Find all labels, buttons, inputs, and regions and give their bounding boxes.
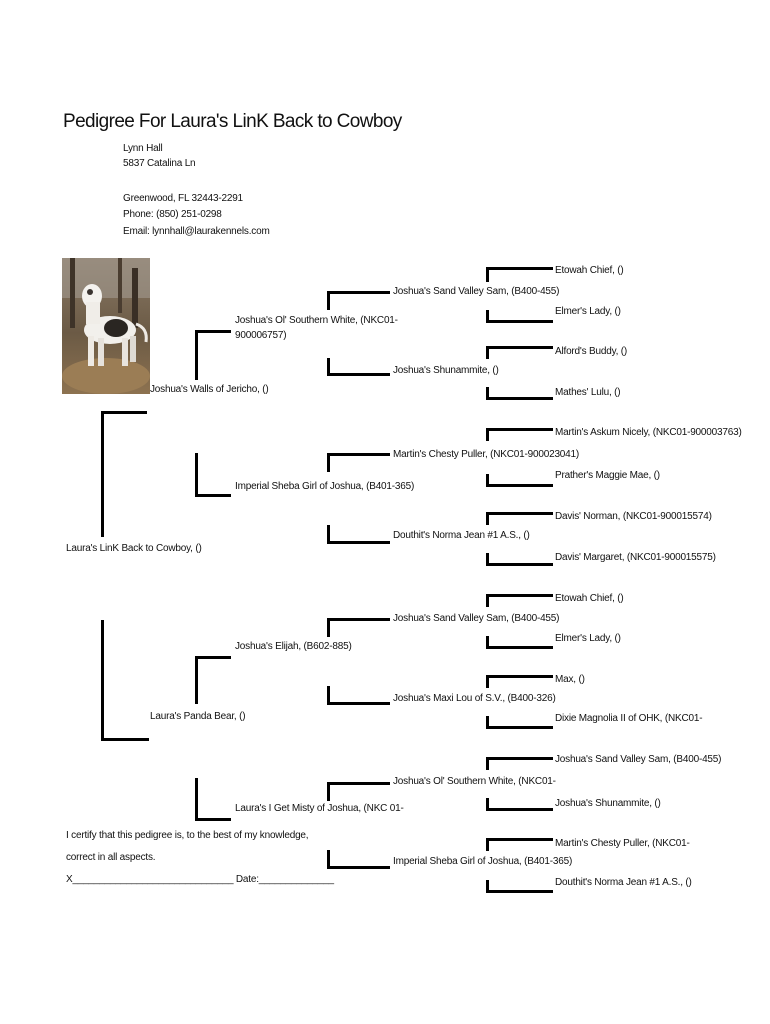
bracket-g4-13 bbox=[486, 757, 553, 770]
bracket-g2-2 bbox=[195, 453, 231, 497]
owner-name: Lynn Hall bbox=[123, 143, 163, 154]
bracket-dam bbox=[101, 620, 149, 741]
bracket-g2-3 bbox=[195, 656, 231, 704]
bracket-sire bbox=[101, 411, 147, 537]
g4-10: Elmer's Lady, () bbox=[555, 633, 621, 644]
bracket-g4-6 bbox=[486, 474, 553, 487]
g4-3: Alford's Buddy, () bbox=[555, 346, 628, 357]
owner-email: Email: lynnhall@laurakennels.com bbox=[123, 226, 270, 237]
g3-7: Joshua's Ol' Southern White, (NKC01- bbox=[393, 776, 556, 787]
g4-9: Etowah Chief, () bbox=[555, 593, 624, 604]
g4-5: Martin's Askum Nicely, (NKC01-900003763) bbox=[555, 427, 742, 438]
bracket-g4-2 bbox=[486, 310, 553, 323]
bracket-g2-4 bbox=[195, 778, 231, 821]
dog-photo bbox=[62, 258, 150, 394]
owner-phone: Phone: (850) 251-0298 bbox=[123, 209, 222, 220]
bracket-g2-1 bbox=[195, 330, 231, 380]
g4-12: Dixie Magnolia II of OHK, (NKC01- bbox=[555, 713, 703, 724]
g4-13: Joshua's Sand Valley Sam, (B400-455) bbox=[555, 754, 722, 765]
signature-date-line: X______________________________ Date:______________ bbox=[66, 874, 334, 885]
g4-2: Elmer's Lady, () bbox=[555, 306, 621, 317]
g2-dam-dam: Laura's I Get Misty of Joshua, (NKC 01- bbox=[235, 803, 404, 814]
bracket-g4-10 bbox=[486, 636, 553, 649]
dam: Laura's Panda Bear, () bbox=[150, 711, 246, 722]
g4-4: Mathes' Lulu, () bbox=[555, 387, 621, 398]
bracket-g4-8 bbox=[486, 553, 553, 566]
bracket-g3-1 bbox=[327, 291, 390, 310]
bracket-g4-1 bbox=[486, 267, 553, 282]
g2-dam-sire: Joshua's Elijah, (B602-885) bbox=[235, 641, 352, 652]
owner-street: 5837 Catalina Ln bbox=[123, 158, 196, 169]
g3-1: Joshua's Sand Valley Sam, (B400-455) bbox=[393, 286, 560, 297]
bracket-g3-5 bbox=[327, 618, 390, 637]
g3-6: Joshua's Maxi Lou of S.V., (B400-326) bbox=[393, 693, 556, 704]
g4-1: Etowah Chief, () bbox=[555, 265, 624, 276]
g2-sire-sire: Joshua's Ol' Southern White, (NKC01- bbox=[235, 315, 398, 326]
g4-16: Douthit's Norma Jean #1 A.S., () bbox=[555, 877, 692, 888]
bracket-g4-15 bbox=[486, 838, 553, 851]
certification-line-2: correct in all aspects. bbox=[66, 852, 156, 863]
page-title: Pedigree For Laura's LinK Back to Cowboy bbox=[63, 111, 402, 132]
bracket-g4-11 bbox=[486, 675, 553, 688]
bracket-g4-9 bbox=[486, 594, 553, 607]
g3-3: Martin's Chesty Puller, (NKC01-900023041) bbox=[393, 449, 580, 460]
bracket-g3-8 bbox=[327, 850, 390, 869]
g4-7: Davis' Norman, (NKC01-900015574) bbox=[555, 511, 712, 522]
owner-city: Greenwood, FL 32443-2291 bbox=[123, 193, 243, 204]
g3-4: Douthit's Norma Jean #1 A.S., () bbox=[393, 530, 530, 541]
g4-14: Joshua's Shunammite, () bbox=[555, 798, 661, 809]
sire: Joshua's Walls of Jericho, () bbox=[150, 384, 269, 395]
bracket-g4-16 bbox=[486, 880, 553, 893]
g4-6: Prather's Maggie Mae, () bbox=[555, 470, 660, 481]
bracket-g4-3 bbox=[486, 346, 553, 359]
bracket-g3-7 bbox=[327, 782, 390, 801]
g4-8: Davis' Margaret, (NKC01-900015575) bbox=[555, 552, 716, 563]
g4-15: Martin's Chesty Puller, (NKC01- bbox=[555, 838, 690, 849]
g4-11: Max, () bbox=[555, 674, 585, 685]
g2-sire-dam: Imperial Sheba Girl of Joshua, (B401-365) bbox=[235, 481, 415, 492]
g3-2: Joshua's Shunammite, () bbox=[393, 365, 499, 376]
subject-dog: Laura's LinK Back to Cowboy, () bbox=[66, 543, 202, 554]
bracket-g3-3 bbox=[327, 453, 390, 472]
bracket-g4-5 bbox=[486, 428, 553, 441]
g2-sire-sire-reg: 900006757) bbox=[235, 330, 287, 341]
bracket-g3-6 bbox=[327, 686, 390, 705]
bracket-g4-12 bbox=[486, 716, 553, 729]
bracket-g4-7 bbox=[486, 512, 553, 525]
g3-8: Imperial Sheba Girl of Joshua, (B401-365) bbox=[393, 856, 573, 867]
bracket-g4-4 bbox=[486, 387, 553, 400]
bracket-g4-14 bbox=[486, 798, 553, 811]
bracket-g3-2 bbox=[327, 358, 390, 376]
g3-5: Joshua's Sand Valley Sam, (B400-455) bbox=[393, 613, 560, 624]
certification-line-1: I certify that this pedigree is, to the best of my knowledge, bbox=[66, 830, 309, 841]
bracket-g3-4 bbox=[327, 525, 390, 544]
